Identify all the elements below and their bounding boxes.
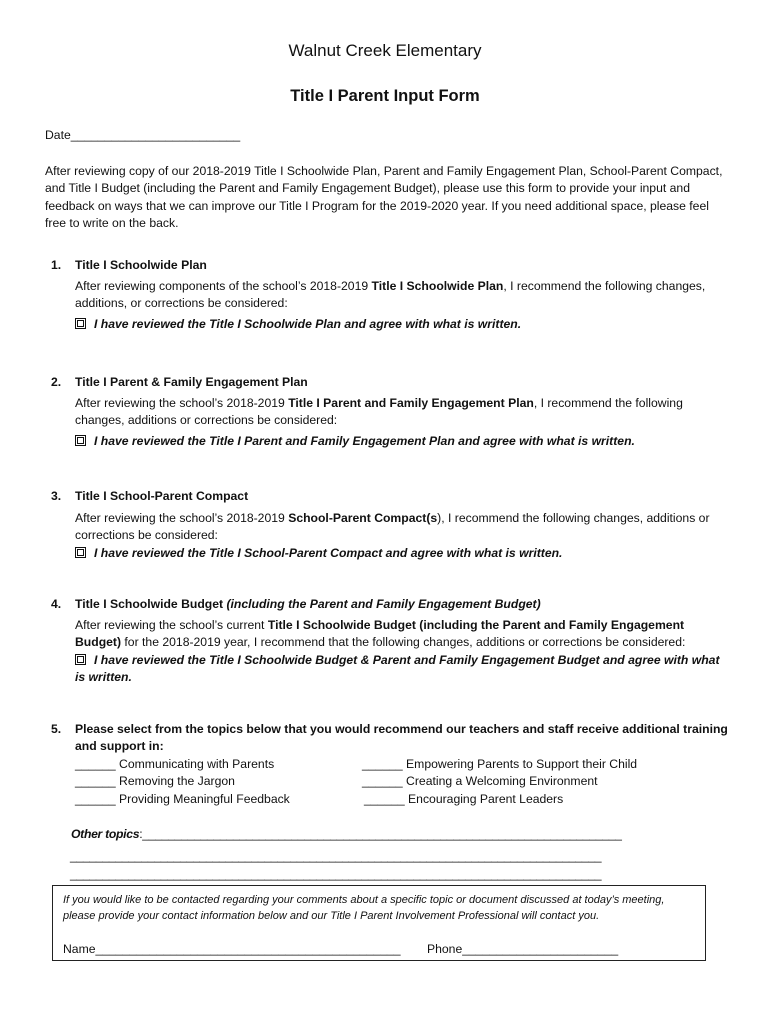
section-5-heading: Please select from the topics below that you would recommend our teachers and staff receive additional training and support in: <box>75 722 728 754</box>
section-4-agree-checkbox[interactable] <box>75 652 725 687</box>
section-1-agree-checkbox[interactable] <box>75 316 725 333</box>
section-1-body: After reviewing components of the school’s 2018-2019 Title I Schoolwide Plan, I recommend the following changes, additions, or corrections be considered: <box>75 279 706 311</box>
section-4-number: 4. <box>51 597 62 611</box>
section-3-body: After reviewing the school’s 2018-2019 School-Parent Compact(s), I recommend the following changes, additions or corrections be considered: <box>75 511 710 543</box>
other-topics-line-3[interactable]: __________________________________________________________________________________ <box>70 867 602 881</box>
checkbox-icon[interactable] <box>75 435 86 446</box>
section-2-agree-checkbox[interactable] <box>75 433 725 450</box>
contact-box <box>52 885 706 961</box>
section-2-number: 2. <box>51 375 62 389</box>
checkbox-icon[interactable] <box>75 318 86 329</box>
phone-field[interactable]: Phone_______________________ <box>427 942 619 956</box>
topic-item[interactable]: ______ Providing Meaningful Feedback <box>75 791 290 806</box>
section-4-body: After reviewing the school’s current Title I Schoolwide Budget (including the Parent and Family Engagement Budget) for the 2018-2019 year, I recommend that the following changes, additions or corrections be considered: <box>75 618 686 650</box>
topic-item[interactable]: ______ Communicating with Parents <box>75 757 275 771</box>
intro-paragraph: After reviewing copy of our 2018-2019 Title I Schoolwide Plan, Parent and Family Engagement Plan, School-Parent Compact, and Title I Budget (including the Parent and Family Engagement Budget), please use this form to provide your input and feedback on ways that we can improve our Title I Program for the 2019-2020 year. If you need additional space, please feel free to write on the back. <box>45 164 723 231</box>
checkbox-icon[interactable] <box>75 654 86 665</box>
topic-item[interactable]: ______ Creating a Welcoming Environment <box>362 774 598 789</box>
other-topics-label: Other topics <box>71 827 140 841</box>
contact-instructions: If you would like to be contacted regarding your comments about a specific topic or document discussed at today’s meeting, please provide your contact information below and our Title I Parent Involvement Professional will contact you. <box>63 894 665 922</box>
form-title: Title I Parent Input Form <box>290 87 480 105</box>
section-4-heading: Title I Schoolwide Budget (including the Parent and Family Engagement Budget) <box>75 597 541 611</box>
section-3-number: 3. <box>51 489 62 503</box>
section-3-agree-label: I have reviewed the Title I School-Parent Compact and agree with what is written. <box>94 546 563 560</box>
section-1-agree-label: I have reviewed the Title I Schoolwide Plan and agree with what is written. <box>94 317 522 331</box>
topic-item[interactable]: ______ Empowering Parents to Support their Child <box>362 757 638 771</box>
section-2-body: After reviewing the school’s 2018-2019 Title I Parent and Family Engagement Plan, I recommend the following changes, additions or corrections be considered: <box>75 396 683 428</box>
section-3-heading: Title I School-Parent Compact <box>75 489 249 503</box>
name-field[interactable]: Name_____________________________________________ <box>63 942 401 956</box>
checkbox-icon[interactable] <box>75 547 86 558</box>
section-2-heading: Title I Parent & Family Engagement Plan <box>75 375 308 389</box>
topic-item[interactable]: ______ Removing the Jargon <box>75 774 235 789</box>
section-4-agree-label: I have reviewed the Title I Schoolwide Budget & Parent and Family Engagement Budget and agree with what is written. <box>75 653 720 685</box>
section-3-agree-checkbox[interactable] <box>75 545 725 562</box>
topic-item[interactable]: ______ Encouraging Parent Leaders <box>364 791 564 806</box>
school-name: Walnut Creek Elementary <box>288 41 482 60</box>
section-2-agree-label: I have reviewed the Title I Parent and Family Engagement Plan and agree with what is written. <box>94 434 635 448</box>
section-5-number: 5. <box>51 722 62 736</box>
date-field[interactable]: Date_________________________ <box>45 128 241 142</box>
other-topics-line-2[interactable]: __________________________________________________________________________________ <box>70 849 602 863</box>
section-1-heading: Title I Schoolwide Plan <box>75 258 207 272</box>
other-topics-field[interactable]: Other topics:__________________________________________________________________________ <box>71 827 622 841</box>
topics-right-list <box>362 756 637 808</box>
topics-left-list <box>75 756 290 808</box>
section-1-number: 1. <box>51 258 62 272</box>
